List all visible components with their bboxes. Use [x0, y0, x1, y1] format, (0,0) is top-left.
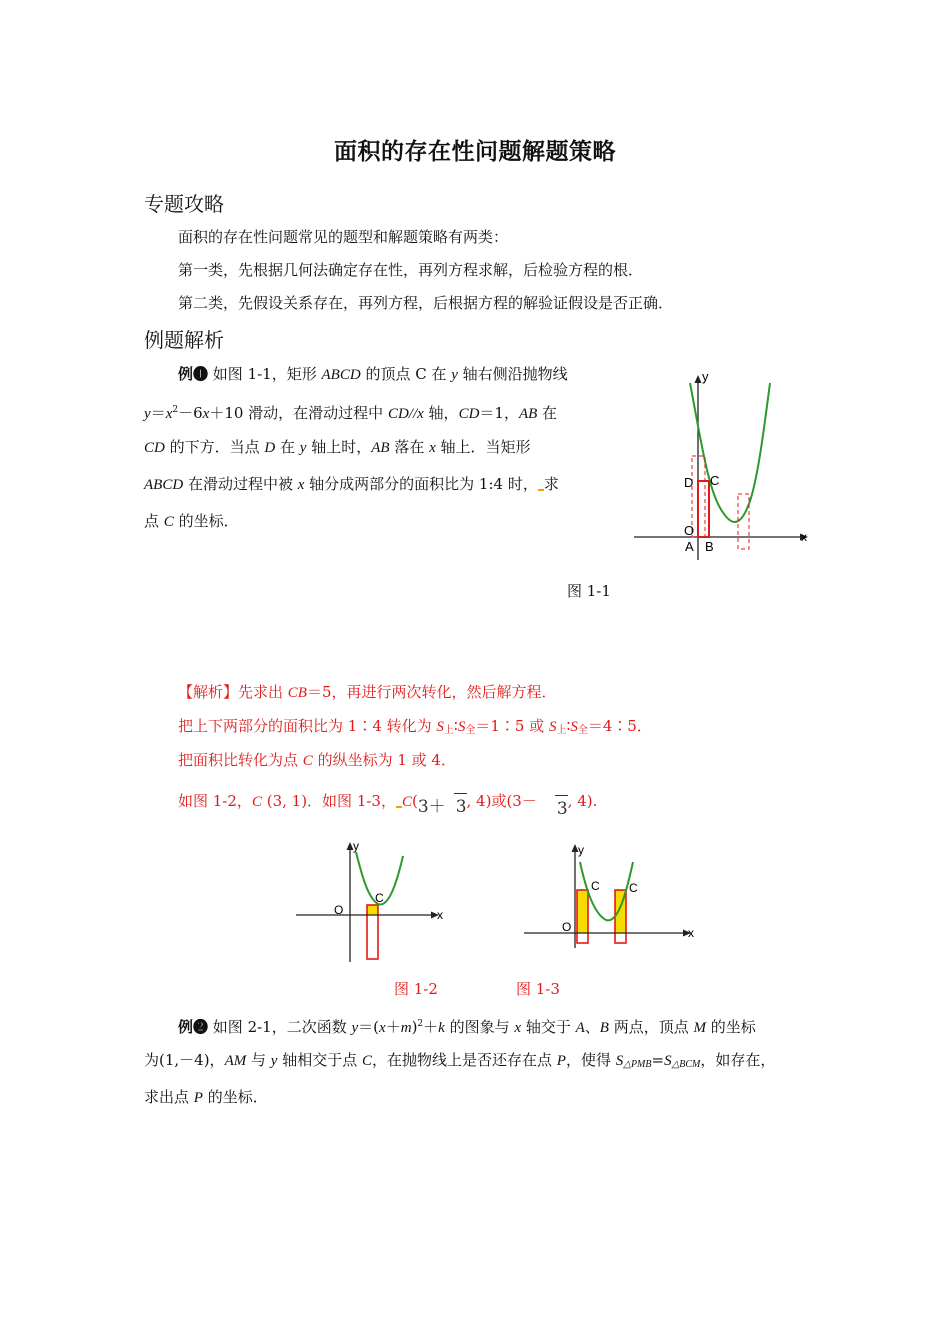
page-title: 面积的存在性问题解题策略: [334, 139, 616, 165]
example1-label: 例❶: [178, 365, 209, 383]
fig2-origin-label: O: [334, 903, 344, 917]
fig2-x-label: x: [437, 908, 443, 922]
fig3-label-c-left: C: [591, 879, 600, 893]
fig1-y-label: y: [702, 369, 709, 384]
fig2-area-above: [367, 905, 378, 915]
analysis-line3: 把面积比转化为点 C 的纵坐标为 1 或 4．: [178, 751, 456, 769]
fig3-x-label: x: [688, 926, 694, 940]
example2-label: 例❷: [178, 1018, 209, 1036]
section-heading-strategy: 专题攻略: [144, 192, 224, 216]
fig2-label-c: C: [375, 891, 384, 905]
strategy-type-two: 第二类，先假设关系存在，再列方程，后根据方程的解验证假设是否正确．: [178, 294, 674, 312]
figure-1-2: [290, 838, 450, 968]
fig1-origin-label: O: [684, 523, 695, 538]
rectangle-abcd: [698, 481, 709, 537]
example1-line2: $y=x^2-6x+10$ 滑动，在滑动过程中 CD//x 轴，CD＝1，AB 在: [144, 404, 558, 422]
sqrt-3-second: 3: [555, 795, 568, 822]
fig1-label-b: B: [705, 539, 714, 554]
fig1-label-d: D: [684, 475, 694, 490]
fig3-origin-label: O: [562, 920, 572, 934]
figure-1-1-caption: 图 1-1: [567, 582, 611, 600]
sqrt-3-first: 3: [454, 793, 467, 820]
figure-1-3: [520, 838, 705, 953]
example2-line2: 为(1,－4)，AM 与 y 轴相交于点 C，在抛物线上是否还存在点 P，使得 $S_{\triangle PMB}=S_{\triangle BCM}$，如存在，: [144, 1051, 776, 1070]
fig1-label-a: A: [685, 539, 694, 554]
strategy-intro: 面积的存在性问题常见的题型和解题策略有两类：: [178, 228, 509, 246]
fig1-x-label: x: [801, 530, 807, 544]
rect-dashed-right: [738, 494, 749, 549]
y-axis-arrow: [695, 375, 702, 383]
figure-1-3-caption: 图 1-3: [516, 980, 560, 998]
figure-1-1: [628, 365, 818, 565]
section-heading-examples: 例题解析: [144, 328, 224, 352]
fig3-label-c-right: C: [629, 881, 638, 895]
parabola: [690, 383, 770, 522]
example1-line5: 点 C 的坐标．: [144, 512, 239, 530]
analysis-line4: 如图 1-2，C (3, 1)．如图 1-3， C(3＋ 3, 4)或(3－ 3, 4).: [178, 788, 597, 822]
example1-line1: 例❶ 如图 1-1，矩形 ABCD 的顶点 C 在 y 轴右侧沿抛物线: [178, 365, 568, 383]
example1-line4: ABCD 在滑动过程中被 x 轴分成两部分的面积比为 1:4 时， 求: [144, 475, 559, 493]
fig3-area-left: [577, 890, 588, 933]
example1-line3: CD 的下方．当点 D 在 y 轴上时，AB 落在 x 轴上．当矩形: [144, 438, 531, 456]
strategy-type-one: 第一类，先根据几何法确定存在性，再列方程求解，后检验方程的根．: [178, 261, 644, 279]
fig3-y-label: y: [578, 843, 584, 857]
fig1-label-c: C: [710, 473, 720, 488]
analysis-line2: 把上下两部分的面积比为 1∶4 转化为 $S_上∶S_全=1∶5$ 或 $S_上∶S_全=4∶5$．: [178, 717, 652, 736]
example2-line1: 例❷ 如图 2-1，二次函数 $y=(x+m)^2+k$ 的图象与 x 轴交于 A、B 两点，顶点 M 的坐标: [178, 1018, 756, 1036]
figure-1-2-caption: 图 1-2: [394, 980, 438, 998]
fig2-y-label: y: [353, 839, 359, 853]
analysis-line1: 【解析】先求出 CB＝5，再进行两次转化，然后解方程．: [178, 683, 557, 701]
example2-line3: 求出点 P 的坐标．: [144, 1088, 268, 1106]
